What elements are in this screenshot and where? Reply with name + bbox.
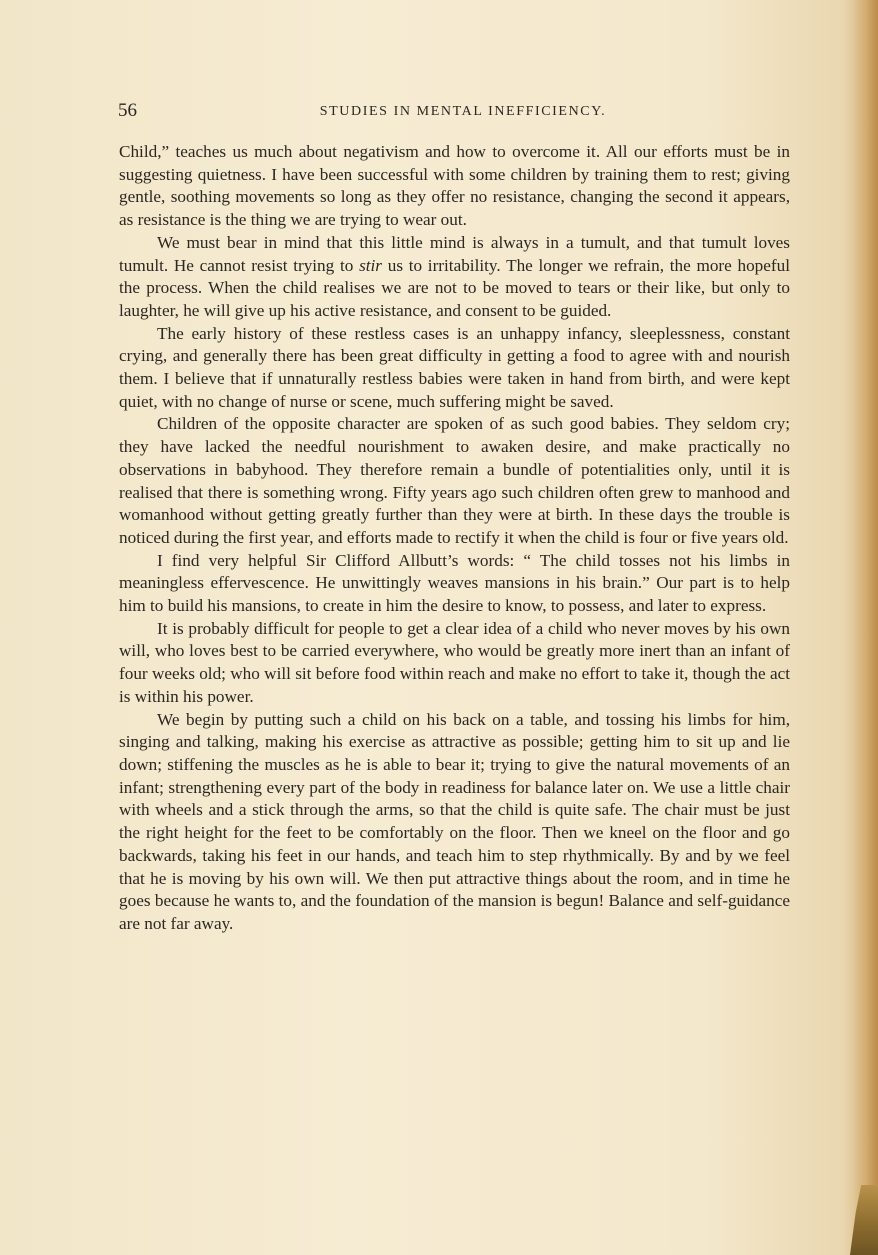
paragraph-1: Child,” teaches us much about negativism and how to overcome it. All our efforts must be in suggesting quietness. I have been successful with some children by training them to rest; giving gentle, soothing movements so long as they offer no resistance, changing the second it appears, as resistance is the thing we are trying to wear out.	[119, 142, 790, 230]
running-head: STUDIES IN MENTAL INEFFICIENCY.	[319, 104, 607, 119]
page-header	[118, 100, 778, 130]
paragraph-4: Children of the opposite character are spoken of as such good babies. They seldom cry; they have lacked the needful nourishment to awaken desire, and make practically no observations in babyhood. They therefore remain a bundle of potentialities only, until it is realised that there is something wrong. Fifty years ago such children often grew to manhood and womanhood without getting greatly further than they were at birth. In these days the trouble is noticed during the first year, and efforts made to rectify it when the child is four or five years old.	[119, 414, 790, 547]
emphasis-stir: stir	[359, 255, 382, 275]
paragraph-3: The early history of these restless cases is an unhappy infancy, sleeplessness, constant crying, and generally there has been great difficulty in getting a food to agree with and nourish them. I believe that if unnaturally restless babies were taken in hand from birth, and were kept quiet, with no change of nurse or scene, much suffering might be saved.	[119, 323, 790, 411]
paragraph-2: We must bear in mind that this little mind is always in a tumult, and that tumult loves tumult. He cannot resist trying to stir us to irritability. The longer we refrain, the more hopeful the process. When the child realises we are not to be moved to tears or their like, but only to laughter, he will give up his active resistance, and consent to be guided.	[119, 232, 790, 320]
paragraph-7: We begin by putting such a child on his back on a table, and tossing his limbs for him, singing and talking, making his exercise as attractive as possible; getting him to sit up and lie down; stiffening the muscles as he is able to bear it; trying to give the natural movements of an infant; strengthening every part of the body in readiness for balance later on. We use a little chair with wheels and a stick through the arms, so that the child is quite safe. The chair must be just the right height for the feet to be comfortably on the floor. Then we kneel on the floor and go backwards, taking his feet in our hands, and teach him to step rhythmically. By and by we feel that he is moving by his own will. We then put attractive things about the room, and in time he goes because he wants to, and the foundation of the mansion is begun! Balance and self-guidance are not far away.	[119, 709, 790, 933]
paragraph-5: I find very helpful Sir Clifford Allbutt’s words: “ The child tosses not his limbs in meaningless effervescence. He unwittingly weaves mansions in his brain.” Our part is to help him to build his mansions, to create in him the desire to know, to possess, and later to express.	[119, 550, 790, 616]
body-text	[119, 141, 790, 936]
paragraph-6: It is probably difficult for people to get a clear idea of a child who never moves by his own will, who loves best to be carried everywhere, who would be greatly more inert than an infant of four weeks old; who will sit before food within reach and make no effort to take it, though the act is within his power.	[119, 618, 790, 706]
page-edge-shadow	[854, 0, 878, 1255]
page-number: 56	[118, 100, 137, 121]
